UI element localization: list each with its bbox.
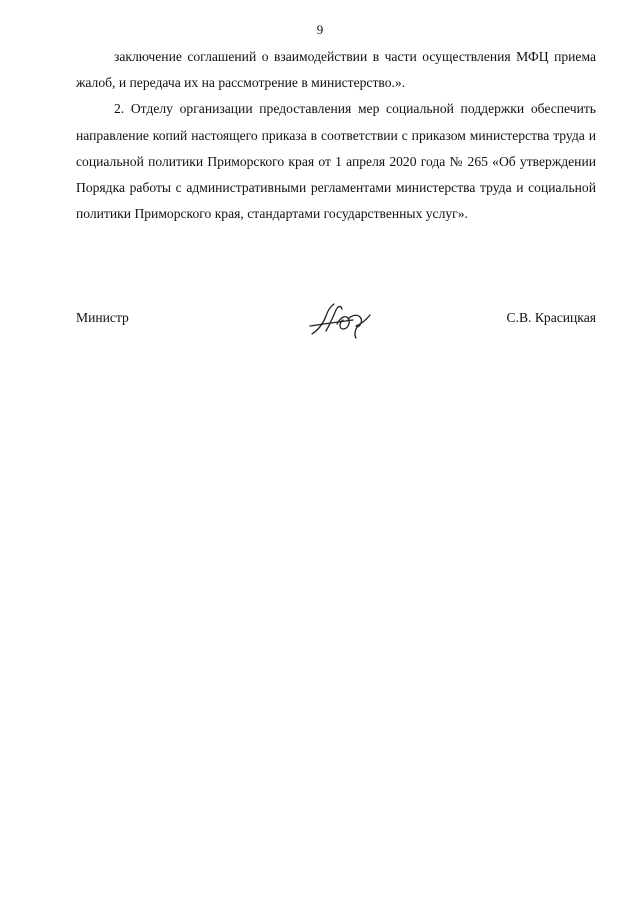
signatory-title: Министр bbox=[76, 310, 129, 325]
handwritten-signature-icon bbox=[308, 300, 376, 342]
paragraph-2: 2. Отделу организации предоставления мер социальной поддержки обеспечить направление копий настоящего приказа в соответствии с приказом министерства труда и социальной политики Приморского края от 1 апреля 2020 года № 265 «Об утверждении Порядка работы с административными регламентами министерства труда и социальной политики Приморского края, стандартами государственных услуг». bbox=[76, 101, 596, 222]
signature-block bbox=[76, 300, 596, 344]
document-body bbox=[76, 44, 596, 227]
paragraph-continued: заключение соглашений о взаимодействии в части осуществления МФЦ приема жалоб, и передача их на рассмотрение в министерство.». bbox=[76, 49, 596, 91]
signatory-name: С.В. Красицкая bbox=[506, 310, 596, 325]
page-number: 9 bbox=[316, 22, 324, 37]
